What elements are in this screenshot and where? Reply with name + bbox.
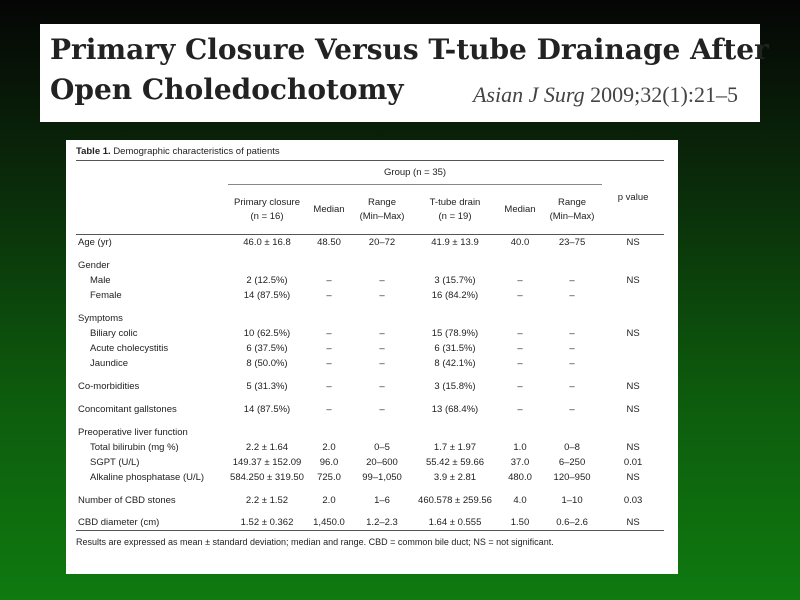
table-cell: [602, 288, 664, 303]
table-cell: –: [379, 380, 385, 392]
table-cell: [498, 425, 542, 440]
table-cell: 3 (15.7%): [434, 274, 476, 286]
table-cell: 4.0: [513, 494, 527, 506]
table-footnote: Results are expressed as mean ± standard deviation; median and range. CBD = common bile duct; NS = not significant.: [76, 537, 554, 547]
table-cell: 1.0: [513, 441, 527, 453]
table-row: [76, 235, 664, 250]
header-median-1: Median: [313, 203, 345, 215]
table-cell: 480.0: [508, 471, 532, 483]
row-label: Concomitant gallstones: [78, 403, 177, 415]
citation-volume: 2009;32(1):21–5: [590, 82, 738, 107]
slide-title-line1: Primary Closure Versus T-tube Drainage After: [50, 33, 769, 66]
demographics-table: [76, 160, 664, 531]
table-cell: –: [379, 403, 385, 415]
row-label: Preoperative liver function: [78, 426, 188, 438]
table-cell: 1.64 ± 0.555: [428, 517, 482, 529]
table-cell: 20–72: [368, 236, 396, 248]
table-row: [76, 470, 664, 485]
row-label: CBD diameter (cm): [78, 517, 160, 529]
table-cell: 5 (31.3%): [246, 380, 288, 392]
table-cell: 3.9 ± 2.81: [433, 471, 477, 483]
row-label: Acute cholecystitis: [90, 342, 169, 354]
citation: [473, 82, 738, 108]
table-cell: –: [326, 357, 332, 369]
table-cell: [306, 258, 352, 273]
table-cell: 1,450.0: [313, 517, 345, 529]
table-row: [76, 273, 664, 288]
table-row: [76, 341, 664, 356]
table-cell: [228, 258, 306, 273]
table-cell: NS: [626, 403, 640, 415]
row-label: Number of CBD stones: [78, 494, 176, 506]
table-cell: 0.03: [623, 494, 643, 506]
row-label: Alkaline phosphatase (U/L): [90, 471, 205, 483]
table-cell: 3 (15.8%): [434, 380, 476, 392]
table-cell: 149.37 ± 152.09: [232, 456, 302, 468]
table-cell: –: [517, 274, 523, 286]
table-cell: 2.2 ± 1.64: [245, 441, 289, 453]
table-row: [76, 311, 664, 326]
table-cell: 15 (78.9%): [431, 327, 479, 339]
table-cell: 0–5: [374, 441, 390, 453]
table-cell: 460.578 ± 259.56: [418, 494, 492, 506]
row-label: Symptoms: [78, 312, 123, 324]
table-cell: [412, 258, 498, 273]
table-cell: 55.42 ± 59.66: [425, 456, 485, 468]
table-cell: –: [517, 289, 523, 301]
table-cell: NS: [626, 327, 640, 339]
row-label: Biliary colic: [90, 327, 138, 339]
table-cell: [602, 341, 664, 356]
table-row: [76, 455, 664, 470]
table-cell: –: [569, 274, 575, 286]
table-cell: 1.50: [510, 517, 530, 529]
table-cell: NS: [626, 380, 640, 392]
table-cell: 13 (68.4%): [431, 403, 479, 415]
table-cell: –: [569, 289, 575, 301]
table-cell: –: [326, 274, 332, 286]
table-cell: –: [517, 342, 523, 354]
title-panel: [40, 24, 769, 122]
table-cell: 2.2 ± 1.52: [245, 494, 289, 506]
row-label: Jaundice: [90, 357, 129, 369]
table-cell: –: [326, 403, 332, 415]
table-cell: [602, 425, 664, 440]
table-cell: –: [569, 380, 575, 392]
table-cell: [542, 311, 602, 326]
table-cell: 725.0: [317, 471, 341, 483]
table-row: [76, 288, 664, 303]
caption-text: Demographic characteristics of patients: [113, 146, 280, 157]
table-panel: [66, 140, 678, 574]
table-cell: 1.7 ± 1.97: [433, 441, 477, 453]
table-cell: 0.01: [623, 456, 643, 468]
slide-title-line2: Open Choledochotomy: [50, 73, 404, 106]
row-label: Total bilirubin (mg %): [90, 441, 179, 453]
header-primary-closure: Primary closure (n = 16): [234, 196, 300, 222]
table-caption: [76, 146, 668, 157]
table-cell: [412, 425, 498, 440]
table-cell: –: [517, 327, 523, 339]
header-ttube-drain: T-tube drain (n = 19): [429, 196, 481, 222]
table-cell: 99–1,050: [362, 471, 402, 483]
row-label: Age (yr): [78, 236, 112, 248]
table-cell: 41.9 ± 13.9: [431, 236, 479, 248]
table-cell: –: [517, 357, 523, 369]
table-cell: –: [379, 274, 385, 286]
table-cell: –: [569, 342, 575, 354]
citation-journal: Asian J Surg: [472, 82, 585, 107]
table-cell: [228, 311, 306, 326]
row-label: Male: [90, 274, 111, 286]
table-cell: 46.0 ± 16.8: [243, 236, 291, 248]
table-cell: –: [379, 357, 385, 369]
table-cell: [228, 425, 306, 440]
table-cell: 584.250 ± 319.50: [230, 471, 304, 483]
table-cell: [352, 425, 412, 440]
table-cell: 1.2–2.3: [366, 517, 398, 529]
table-row: [76, 516, 664, 531]
table-cell: [306, 311, 352, 326]
table-cell: –: [379, 289, 385, 301]
table-row: [76, 440, 664, 455]
table-cell: NS: [626, 274, 640, 286]
table-cell: [352, 258, 412, 273]
table-cell: 14 (87.5%): [243, 289, 291, 301]
table-cell: 2.0: [322, 494, 336, 506]
table-cell: 40.0: [510, 236, 530, 248]
header-median-2: Median: [504, 203, 536, 215]
table-cell: –: [569, 403, 575, 415]
table-cell: 8 (42.1%): [434, 357, 476, 369]
table-cell: 2.0: [322, 441, 336, 453]
table-row: [76, 379, 664, 394]
row-label: Gender: [78, 259, 110, 271]
table-cell: 120–950: [553, 471, 591, 483]
table-row: [76, 493, 664, 508]
group-header: Group (n = 35): [228, 161, 602, 185]
table-cell: –: [326, 380, 332, 392]
table-cell: [352, 311, 412, 326]
table-cell: [412, 311, 498, 326]
table-cell: [602, 356, 664, 371]
table-cell: 16 (84.2%): [431, 289, 479, 301]
table-cell: [542, 425, 602, 440]
table-row: [76, 425, 664, 440]
table-cell: [602, 258, 664, 273]
table-cell: 20–600: [366, 456, 398, 468]
table-cell: NS: [626, 441, 640, 453]
table-cell: 6 (31.5%): [434, 342, 476, 354]
header-range-2: Range (Min–Max): [549, 196, 595, 222]
row-label: Female: [90, 289, 122, 301]
table-cell: 0.6–2.6: [556, 517, 588, 529]
table-cell: NS: [626, 236, 640, 248]
table-cell: 23–75: [558, 236, 586, 248]
table-cell: –: [517, 403, 523, 415]
row-label: SGPT (U/L): [90, 456, 140, 468]
table-cell: NS: [626, 517, 640, 529]
table-cell: [498, 258, 542, 273]
table-row: [76, 356, 664, 371]
table-cell: –: [569, 357, 575, 369]
table-cell: NS: [626, 471, 640, 483]
table-cell: –: [379, 327, 385, 339]
table-cell: 8 (50.0%): [246, 357, 288, 369]
table-cell: 1.52 ± 0.362: [240, 517, 294, 529]
table-row: [76, 258, 664, 273]
table-cell: 14 (87.5%): [243, 403, 291, 415]
table-cell: 6 (37.5%): [246, 342, 288, 354]
table-cell: –: [326, 289, 332, 301]
table-cell: –: [379, 342, 385, 354]
table-cell: 0–8: [564, 441, 580, 453]
header-range-1: Range (Min–Max): [359, 196, 405, 222]
table-cell: –: [569, 327, 575, 339]
table-cell: [542, 258, 602, 273]
table-cell: [498, 311, 542, 326]
table-cell: –: [326, 327, 332, 339]
table-cell: 2 (12.5%): [246, 274, 288, 286]
table-cell: [306, 425, 352, 440]
table-row: [76, 402, 664, 417]
table-cell: [602, 311, 664, 326]
row-label: Co-morbidities: [78, 380, 140, 392]
table-cell: –: [517, 380, 523, 392]
table-row: [76, 326, 664, 341]
caption-label: Table 1.: [76, 146, 111, 157]
table-cell: 48.50: [317, 236, 341, 248]
table-cell: 1–6: [374, 494, 390, 506]
header-pvalue: p value: [617, 192, 649, 203]
table-body: [76, 235, 664, 531]
table-cell: 37.0: [510, 456, 530, 468]
table-cell: 1–10: [561, 494, 583, 506]
table-cell: 6–250: [558, 456, 586, 468]
table-cell: –: [326, 342, 332, 354]
table-cell: 96.0: [319, 456, 339, 468]
table-cell: 10 (62.5%): [243, 327, 291, 339]
